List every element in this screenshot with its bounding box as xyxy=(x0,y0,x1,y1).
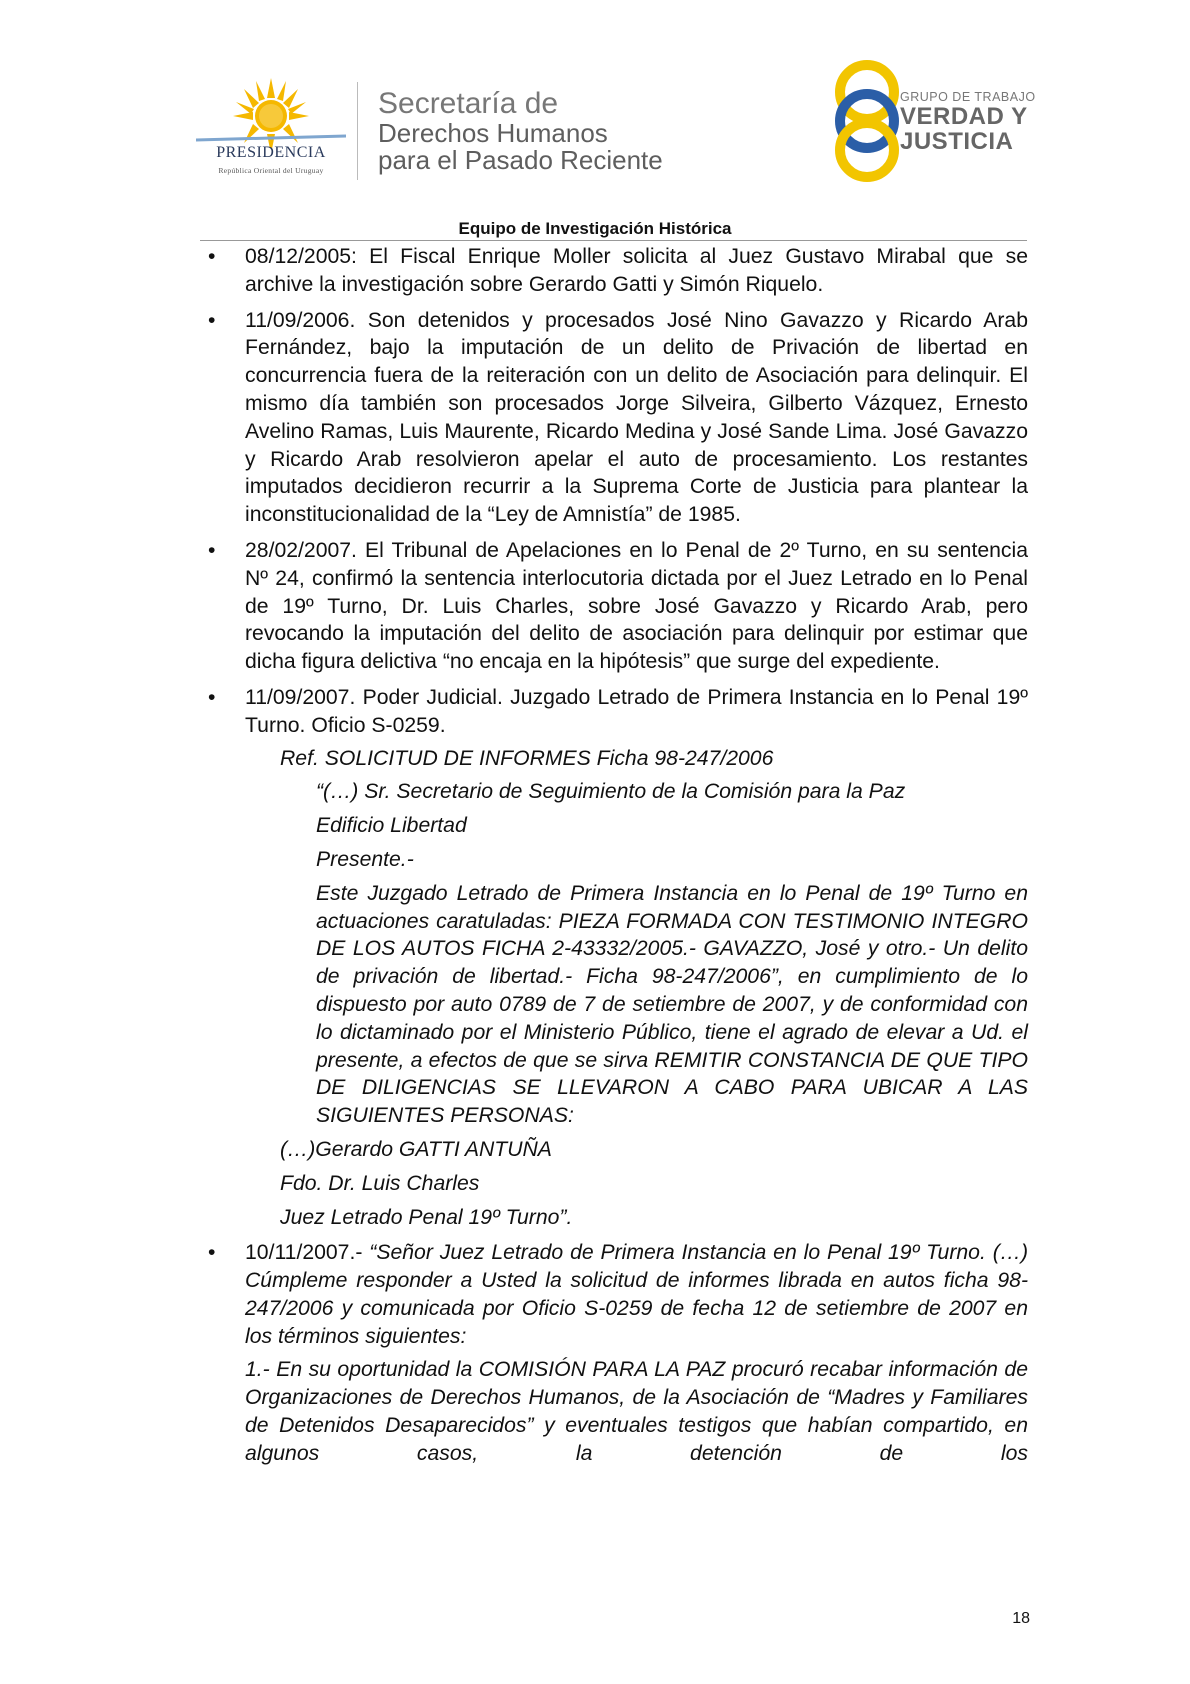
presidencia-logo xyxy=(196,78,356,178)
bullet-icon: • xyxy=(208,685,216,709)
response-quote: “Señor Juez Letrado de Primera Instancia en lo Penal 19º Turno. (…) Cúmpleme responder a Usted la solicitud de informes librada en autos ficha 98-247/2006 y comunicada por Oficio S-0259 de fecha 12 de setiembre de 2007 en los términos siguientes: xyxy=(245,1241,1029,1348)
header-divider xyxy=(357,82,358,180)
list-item-text: 28/02/2007. El Tribunal de Apelaciones en lo Penal de 2º Turno, en su sentencia Nº 24, confirmó la sentencia interlocutoria dictada por el Juez Letrado en lo Penal de 19º Turno, Dr. Luis Charles, sobre José Gavazzo y Ricardo Arab, pero revocando la imputación del delito de asociación para delinquir por estimar que dicha figura delictiva “no encaja en la hipótesis” que surge del expediente. xyxy=(245,538,1028,674)
response-point-1: 1.- En su oportunidad la COMISIÓN PARA LA PAZ procuró recabar información de Organizaciones de Derechos Humanos, de la Asociación de “Madres y Familiares de Detenidos Desaparecidos” y eventuales testigos que habían compartido, en algunos casos, la detención de los xyxy=(245,1358,1028,1465)
secretaria-line-1: Secretaría de xyxy=(378,87,559,120)
list-item-text xyxy=(245,1239,1028,1350)
secretaria-line-3: para el Pasado Reciente xyxy=(378,145,663,175)
list-item xyxy=(200,684,1028,740)
bullet-icon: • xyxy=(208,245,216,268)
secretaria-logo-text xyxy=(378,88,663,174)
list-item xyxy=(200,243,1028,299)
sun-emblem-icon xyxy=(196,78,346,148)
list-item-text: 11/09/2006. Son detenidos y procesados José Nino Gavazzo y Ricardo Arab Fernández, bajo la imputación de un delito de Privación de libertad en concurrencia fuera de la reiteración con un delito de Asociación para delinquir. El mismo día también son procesados Jorge Silveira, Gilberto Vázquez, Ernesto Avelino Ramas, Luis Maurente, Ricardo Medina y José Sande Lima. José Gavazzo y Ricardo Arab resolvieron apelar el auto de procesamiento. Los restantes imputados decidieron recurrir a la Suprema Corte de Justicia para plantear la inconstitucionalidad de la “Ley de Amnistía” de 1985. xyxy=(245,308,1028,527)
oficio-salutation-2: Edificio Libertad xyxy=(316,814,467,838)
list-item xyxy=(200,1239,1028,1467)
header-rule xyxy=(200,240,1027,241)
team-title: Equipo de Investigación Histórica xyxy=(458,219,732,238)
presidencia-subtitle: República Oriental del Uruguay xyxy=(218,166,324,175)
list-item-text: 11/09/2007. Poder Judicial. Juzgado Letrado de Primera Instancia en lo Penal 19º Turno. Oficio S-0259. xyxy=(245,685,1028,737)
verdad-justicia-rings-icon xyxy=(822,56,912,184)
oficio-salutation-3: Presente.- xyxy=(316,847,414,871)
oficio-reference: Ref. SOLICITUD DE INFORMES Ficha 98-247/2006 xyxy=(280,746,774,770)
list-item-text: 08/12/2005: El Fiscal Enrique Moller solicita al Juez Gustavo Mirabal que se archive la investigación sobre Gerardo Gatti y Simón Riquelo. xyxy=(245,245,1028,296)
verdad-justicia-logo-text xyxy=(900,90,1036,154)
oficio-salutation-1: “(…) Sr. Secretario de Seguimiento de la Comisión para la Paz xyxy=(316,780,906,804)
gtvj-line-2: VERDAD Y xyxy=(900,103,1028,130)
response-date: 10/11/2007.- xyxy=(245,1241,370,1265)
presidencia-name: PRESIDENCIA xyxy=(216,144,326,161)
document-body xyxy=(200,243,1028,1468)
bullet-icon: • xyxy=(208,538,216,562)
gtvj-line-1: GRUPO DE TRABAJO xyxy=(900,90,1036,104)
list-item xyxy=(200,307,1028,529)
secretaria-line-2: Derechos Humanos xyxy=(378,118,608,148)
bullet-icon: • xyxy=(208,1241,216,1265)
oficio-judge: Juez Letrado Penal 19º Turno”. xyxy=(280,1205,573,1229)
page-number: 18 xyxy=(1012,1610,1030,1627)
oficio-person: (…)Gerardo GATTI ANTUÑA xyxy=(280,1137,552,1161)
page-header xyxy=(0,0,1190,220)
gtvj-line-3: JUSTICIA xyxy=(900,128,1014,155)
oficio-signed: Fdo. Dr. Luis Charles xyxy=(280,1171,480,1195)
list-item xyxy=(200,537,1028,676)
bullet-icon: • xyxy=(208,308,216,332)
oficio-body: Este Juzgado Letrado de Primera Instancia en lo Penal de 19º Turno en actuaciones caratuladas: PIEZA FORMADA CON TESTIMONIO INTEGRO DE LOS AUTOS FICHA 2-43332/2005.- GAVAZZO, José y otro.- Un delito de privación de libertad.- Ficha 98-247/2006”, en cumplimiento de lo dispuesto por auto 0789 de 7 de setiembre de 2007, y de conformidad con lo dictaminado por el Ministerio Público, tiene el agrado de elevar a Ud. el presente, a efectos de que se sirva REMITIR CONSTANCIA DE QUE TIPO DE DILIGENCIAS SE LLEVARON A CABO PARA UBICAR A LAS SIGUIENTES PERSONAS: xyxy=(316,881,1028,1128)
